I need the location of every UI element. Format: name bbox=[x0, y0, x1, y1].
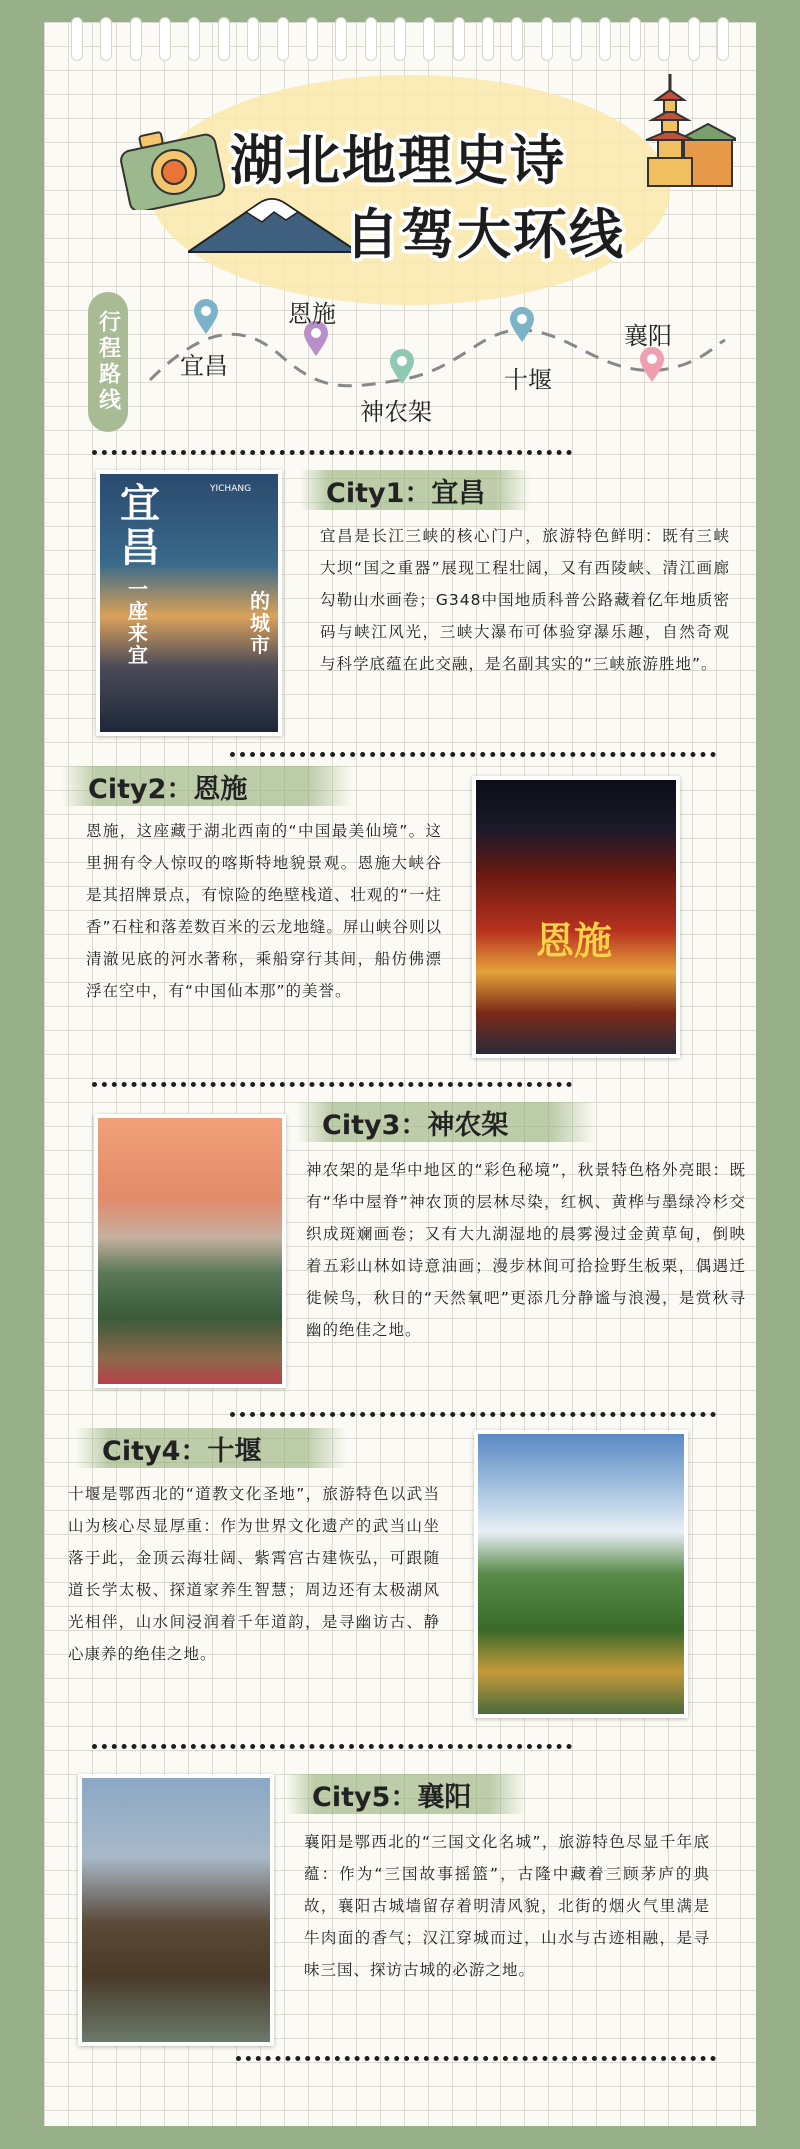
yichang-photo bbox=[96, 470, 282, 736]
dotted-divider bbox=[92, 1744, 572, 1749]
route-label: 行程路线 bbox=[88, 292, 128, 432]
binder-rings bbox=[44, 18, 756, 62]
city-heading: City1：宜昌 bbox=[300, 470, 530, 510]
photo-caption-sign: 恩施 bbox=[536, 919, 613, 963]
dotted-divider bbox=[92, 450, 572, 455]
route-pin-icon bbox=[508, 306, 536, 344]
xiangyang-statue-photo bbox=[78, 1774, 274, 2046]
city-heading: City4：十堰 bbox=[76, 1428, 346, 1468]
city-description: 十堰是鄂西北的“道教文化圣地”，旅游特色以武当山为核心尽显厚重：作为世界文化遗产的武当山坐落于此，金顶云海壮阔、紫霄宫古建恢弘，可跟随道长学太极、探道家养生智慧；周边还有太极湖风光相伴，山水间浸润着千年道韵，是寻幽访古、静心康养的绝佳之地。 bbox=[68, 1485, 440, 1663]
route-stop: 宜昌 bbox=[180, 352, 228, 380]
shiyan-photo bbox=[474, 1430, 688, 1718]
shennongjia-photo bbox=[94, 1114, 286, 1388]
title-line-2: 自驾大环线 bbox=[345, 203, 625, 266]
pagoda-icon bbox=[626, 68, 736, 188]
photo-caption-tag: 的城市 bbox=[250, 589, 270, 657]
route-pin-icon bbox=[388, 348, 416, 386]
route-stop: 襄阳 bbox=[624, 322, 672, 350]
city-heading: City2：恩施 bbox=[62, 766, 352, 806]
route-pin-icon bbox=[638, 346, 666, 384]
route-stop: 恩施 bbox=[288, 300, 336, 328]
dotted-divider bbox=[236, 2056, 716, 2061]
city-description: 恩施，这座藏于湖北西南的“中国最美仙境”。这里拥有令人惊叹的喀斯特地貌景观。恩施大峡谷是其招牌景点，有惊险的绝壁栈道、壮观的“一炷香”石柱和落差数百米的云龙地缝。屏山峡谷则以清澈见底的河水著称，乘船穿行其间，船仿佛漂浮在空中，有“中国仙本那”的美誉。 bbox=[86, 822, 442, 1000]
enshi-photo bbox=[472, 776, 680, 1058]
city-heading: City5：襄阳 bbox=[286, 1774, 526, 1814]
city-description: 神农架的是华中地区的“彩色秘境”，秋景特色格外亮眼：既有“华中屋脊”神农顶的层林尽染，红枫、黄桦与墨绿冷杉交织成斑斓画卷；又有大九湖湿地的晨雾漫过金黄草甸，倒映着五彩山林如诗意油画；漫步林间可拾捡野生板栗，偶遇迁徙候鸟，秋日的“天然氧吧”更添几分静谧与浪漫，是赏秋寻幽的绝佳之地。 bbox=[306, 1161, 746, 1339]
route-stop: 十堰 bbox=[504, 366, 552, 394]
mountain-icon bbox=[188, 192, 358, 254]
title-line-1: 湖北地理史诗 bbox=[230, 129, 566, 192]
route-pin-icon bbox=[192, 298, 220, 336]
city-description: 襄阳是鄂西北的“三国文化名城”，旅游特色尽显千年底蕴：作为“三国故事摇篮”，古隆中藏着三顾茅庐的典故，襄阳古城墙留存着明清风貌，北街的烟火气里满是牛肉面的香气；汉江穿城而过，山水与古迹相融，是寻味三国、探访古城的必游之地。 bbox=[304, 1833, 710, 1979]
city-heading: City3：神农架 bbox=[296, 1102, 596, 1142]
dotted-divider bbox=[230, 1412, 716, 1417]
route-stop: 神农架 bbox=[360, 398, 432, 426]
city-description: 宜昌是长江三峡的核心门户，旅游特色鲜明：既有三峡大坝“国之重器”展现工程壮阔，又有西陵峡、清江画廊勾勒山水画卷；G348中国地质科普公路藏着亿年地质密码与峡江风光，三峡大瀑布可体验穿瀑乐趣，自然奇观与科学底蕴在此交融，是名副其实的“三峡旅游胜地”。 bbox=[320, 527, 730, 673]
photo-caption-big: 宜昌 bbox=[120, 481, 160, 571]
dotted-divider bbox=[92, 1082, 572, 1087]
photo-caption-tag: 一座来宜 bbox=[128, 577, 148, 667]
dotted-divider bbox=[230, 752, 716, 757]
photo-caption-roman: YICHANG bbox=[210, 484, 252, 494]
